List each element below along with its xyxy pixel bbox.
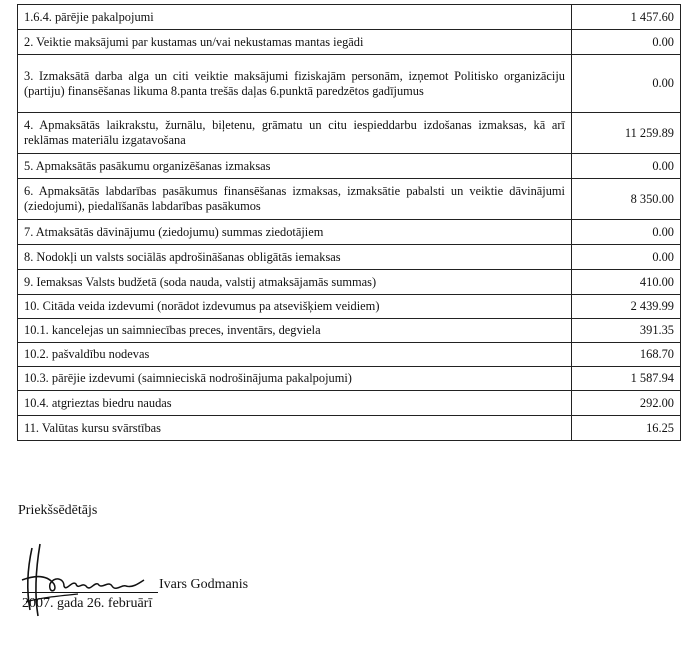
row-amount: 0.00 (572, 220, 681, 245)
signature-line (22, 592, 158, 593)
signatory-title: Priekšsēdētājs (18, 503, 98, 518)
signatory-name: Ivars Godmanis (159, 577, 249, 592)
row-label: 2. Veiktie maksājumi par kustamas un/vai nekustamas mantas iegādi (18, 30, 572, 55)
row-label: 10.1. kancelejas un saimniecības preces, inventārs, degviela (18, 319, 572, 343)
row-amount: 2 439.99 (572, 295, 681, 319)
row-label: 4. Apmaksātās laikrakstu, žurnālu, biļetenu, grāmatu un citu iespieddarbu izdošanas izmaksas, kā arī reklāmas materiālu izgatavošana (18, 113, 572, 154)
table-row (18, 154, 681, 179)
row-label: 6. Apmaksātās labdarības pasākumus finansēšanas izmaksas, izmaksātie pabalsti un veiktie dāvinājumi (ziedojumi), piedalīšanās labdarības pasākumos (18, 179, 572, 220)
table-row (18, 30, 681, 55)
row-label: 9. Iemaksas Valsts budžetā (soda nauda, valstij atmaksājamās summas) (18, 270, 572, 295)
row-amount: 1 457.60 (572, 5, 681, 30)
row-amount: 0.00 (572, 154, 681, 179)
row-label: 7. Atmaksātās dāvinājumu (ziedojumu) summas ziedotājiem (18, 220, 572, 245)
row-amount: 410.00 (572, 270, 681, 295)
table-row (18, 270, 681, 295)
row-label: 10.4. atgrieztas biedru naudas (18, 391, 572, 416)
row-label: 10. Citāda veida izdevumi (norādot izdevumus pa atsevišķiem veidiem) (18, 295, 572, 319)
table-row (18, 245, 681, 270)
row-amount: 8 350.00 (572, 179, 681, 220)
table-row (18, 391, 681, 416)
table-row (18, 5, 681, 30)
row-label: 3. Izmaksātā darba alga un citi veiktie maksājumi fiziskajām personām, izņemot Politisko organizāciju (partiju) finansēšanas likuma 8.panta trešās daļas 6.punktā paredzētos gadījumus (18, 55, 572, 113)
row-amount: 1 587.94 (572, 367, 681, 391)
row-label: 5. Apmaksātās pasākumu organizēšanas izmaksas (18, 154, 572, 179)
table-row (18, 220, 681, 245)
row-amount: 11 259.89 (572, 113, 681, 154)
table-row (18, 55, 681, 113)
table-row (18, 179, 681, 220)
table-row (18, 113, 681, 154)
signature-date: 2007. gada 26. februārī (22, 596, 153, 611)
row-amount: 168.70 (572, 343, 681, 367)
table-row (18, 295, 681, 319)
expenses-table (17, 4, 681, 441)
row-amount: 0.00 (572, 245, 681, 270)
row-amount: 16.25 (572, 416, 681, 441)
table-row (18, 343, 681, 367)
row-amount: 0.00 (572, 30, 681, 55)
row-amount: 391.35 (572, 319, 681, 343)
table-row (18, 416, 681, 441)
row-amount: 0.00 (572, 55, 681, 113)
row-label: 11. Valūtas kursu svārstības (18, 416, 572, 441)
table-row (18, 319, 681, 343)
row-amount: 292.00 (572, 391, 681, 416)
table-row (18, 367, 681, 391)
row-label: 8. Nodokļi un valsts sociālās apdrošināšanas obligātās iemaksas (18, 245, 572, 270)
row-label: 1.6.4. pārējie pakalpojumi (18, 5, 572, 30)
row-label: 10.3. pārējie izdevumi (saimnieciskā nodrošinājuma pakalpojumi) (18, 367, 572, 391)
row-label: 10.2. pašvaldību nodevas (18, 343, 572, 367)
